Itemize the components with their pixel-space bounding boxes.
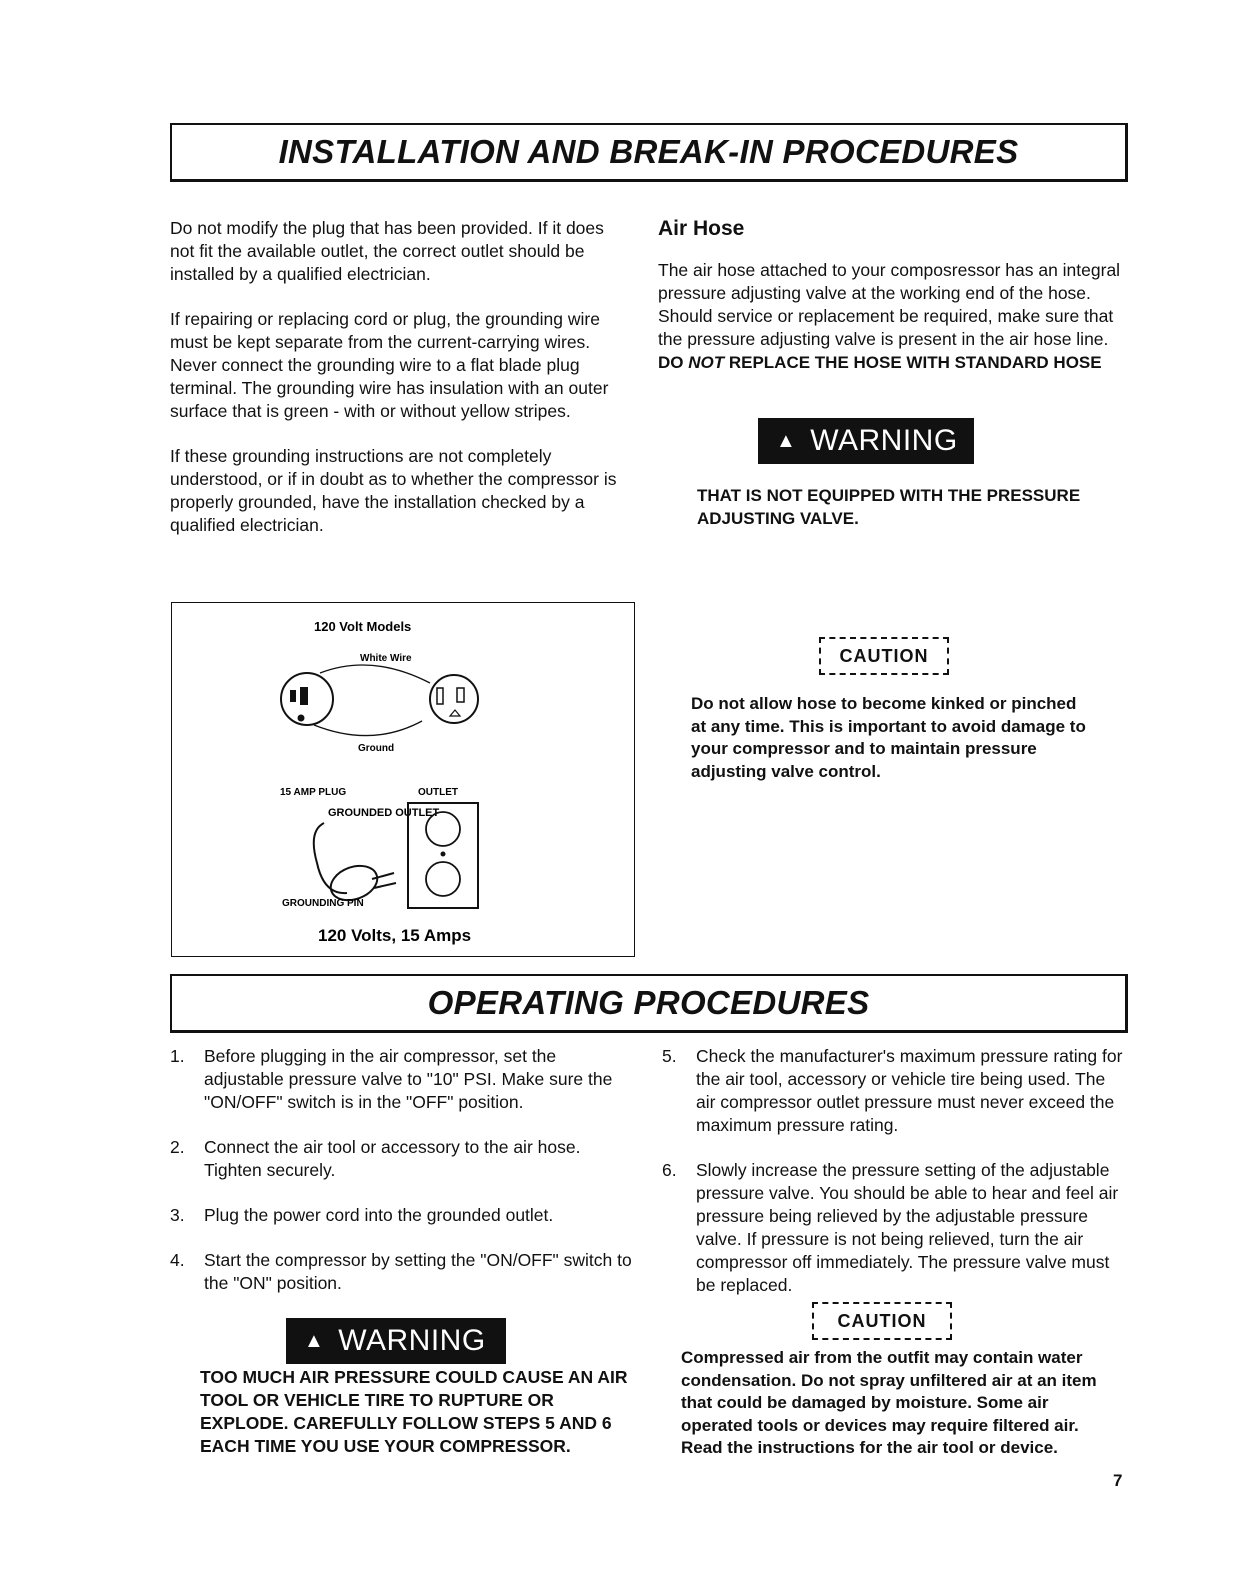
air-hose-body: The air hose attached to your composressor has an integral pressure adjusting valve at the working end of the hose. Should service or replacement be required, make sure that the pressure adjusting valve is present in the air hose line. [658,260,1121,349]
operating-steps-right [662,1045,1128,1297]
air-hose-warning-text: THAT IS NOT EQUIPPED WITH THE PRESSURE ADJUSTING VALVE. [697,486,1081,528]
bold-not: NOT [688,353,725,372]
operating-warning-badge [286,1318,506,1364]
plug-prong-2 [374,883,396,888]
grounding-pin-label: GROUNDING PIN [282,898,364,909]
air-hose-heading: Air Hose [658,217,745,240]
plug-cord [314,823,347,893]
step-text: Before plugging in the air compressor, set the adjustable pressure valve to "10" PSI. Make sure the "ON/OFF" switch is in the "OFF" position. [204,1046,613,1112]
air-hose-caution-badge [819,637,949,675]
ground-label: Ground [358,743,395,754]
air-hose-warning-badge [758,418,974,464]
white-wire-line [320,665,430,683]
ground-wire-line [314,721,422,736]
operating-caution-text: Compressed air from the outfit may contain water condensation. Do not spray unfiltered air at an item that could be damaged by moisture. Some air operated tools or devices may require filtered air. Read the instructions for the air tool or device. [681,1348,1097,1457]
install-left-column [170,217,632,559]
step-number: 1. [170,1046,185,1066]
diagram-caption: 120 Volts, 15 Amps [318,926,472,945]
step-number: 5. [662,1046,677,1066]
outlet-ground-hole [450,710,460,716]
air-hose-section [658,217,1128,374]
step-text: Slowly increase the pressure setting of the adjustable pressure valve. You should be able to hear and feel air pressure being relieved by the adjustable pressure valve. If pressure is not being relieved, turn the air compressor off immediately. The pressure valve must be replaced. [696,1160,1119,1295]
list-item [170,1136,636,1182]
operating-title: OPERATING PROCEDURES [427,984,870,1021]
warning-triangle-icon: ▲ [776,429,797,452]
caution-label: CAUTION [839,645,929,666]
list-item [662,1159,1128,1297]
plug-label: 15 AMP PLUG [280,787,347,798]
plug-diagram [172,603,634,956]
operating-steps-left [170,1045,636,1317]
warning-label: WARNING [338,1324,486,1357]
white-wire-label: White Wire [360,653,412,664]
diagram-title: 120 Volt Models [314,619,412,634]
step-number: 2. [170,1137,185,1157]
air-hose-bold-line [658,351,1128,374]
operating-caution-badge [812,1302,952,1340]
outlet-slot-left [437,688,443,704]
page-number: 7 [1113,1471,1123,1490]
outlet-receptacle-bottom [426,862,460,896]
installation-title: INSTALLATION AND BREAK-IN PROCEDURES [278,133,1019,170]
list-item [170,1045,636,1114]
plug-prong-left [290,690,296,702]
list-item [662,1045,1128,1137]
caution-label: CAUTION [837,1310,927,1331]
outlet-slot-right [457,688,464,702]
outlet-label: OUTLET [418,787,458,798]
bold-do: DO [658,353,689,372]
outlet-screw [441,852,446,857]
air-hose-caution-text: Do not allow hose to become kinked or pinched at any time. This is important to avoid damage to your compressor and to maintain pressure adjusting valve control. [691,694,1086,781]
step-number: 4. [170,1250,185,1270]
step-text: Check the manufacturer's maximum pressure rating for the air tool, accessory or vehicle tire being used. The air compressor outlet pressure must never exceed the maximum pressure rating. [696,1046,1123,1135]
operating-warning-text: TOO MUCH AIR PRESSURE COULD CAUSE AN AIR TOOL OR VEHICLE TIRE TO RUPTURE OR EXPLODE. CAREFULLY FOLLOW STEPS 5 AND 6 EACH TIME YOU USE YOUR COMPRESSOR. [200,1367,628,1456]
step-text: Plug the power cord into the grounded outlet. [204,1205,554,1225]
paragraph-plug: Do not modify the plug that has been provided. If it does not fit the available outlet, the correct outlet should be installed by a qualified electrician. [170,218,604,284]
step-number: 6. [662,1160,677,1180]
plug-ground-pin [298,715,305,722]
step-text: Connect the air tool or accessory to the air hose. Tighten securely. [204,1137,581,1180]
installation-header [170,123,1128,182]
step-number: 3. [170,1205,185,1225]
bold-rest: REPLACE THE HOSE WITH STANDARD HOSE [724,353,1102,372]
warning-triangle-icon: ▲ [304,1329,325,1352]
grounded-outlet-label: GROUNDED OUTLET [328,807,440,819]
paragraph-grounding-wire: If repairing or replacing cord or plug, the grounding wire must be kept separate from the current-carrying wires. Never connect the grounding wire to a flat blade plug terminal. The grounding wire has insulation with an outer surface that is green - with or without yellow stripes. [170,309,609,421]
outlet-receptacle-top [426,812,460,846]
plug-diagram-box [171,602,635,957]
plug-prong-right [300,687,308,705]
list-item [170,1249,636,1295]
operating-header [170,974,1128,1033]
paragraph-grounding-doubt: If these grounding instructions are not completely understood, or if in doubt as to whether the compressor is properly grounded, have the installation checked by a qualified electrician. [170,446,617,535]
warning-label: WARNING [810,424,958,457]
step-text: Start the compressor by setting the "ON/OFF" switch to the "ON" position. [204,1250,632,1293]
list-item [170,1204,636,1227]
